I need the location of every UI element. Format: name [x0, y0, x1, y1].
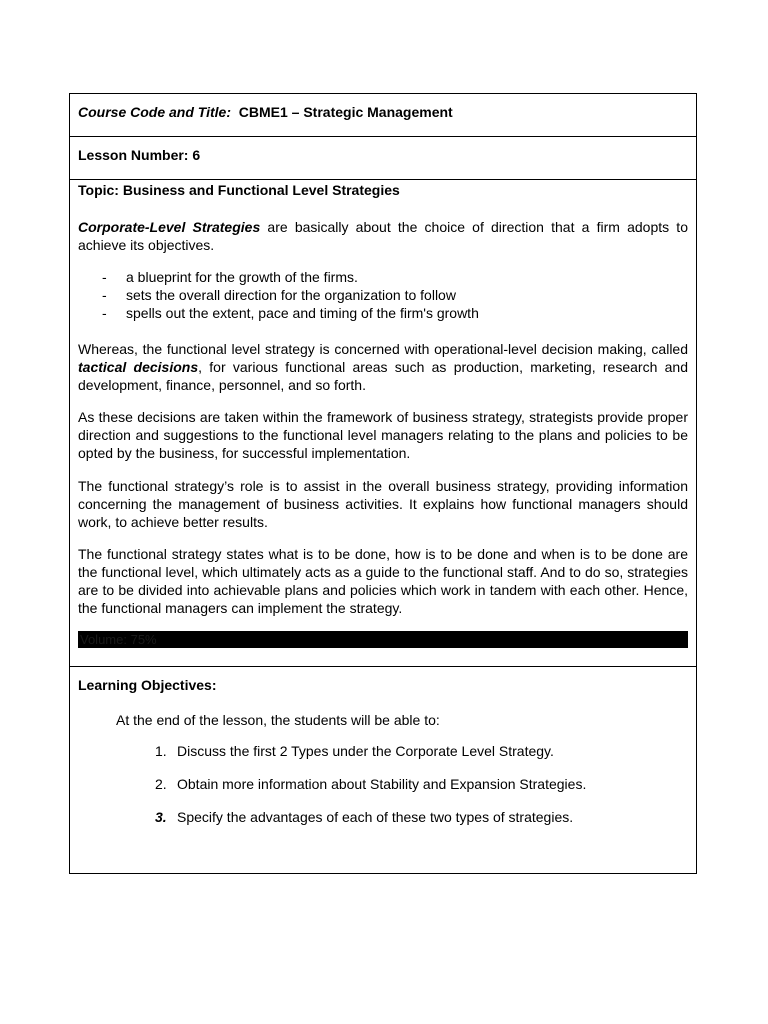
course-title-line	[78, 103, 688, 121]
objectives-list	[155, 742, 586, 841]
list-item: 2. Obtain more information about Stability and Expansion Strategies.	[155, 776, 587, 792]
corporate-strategy-bullets	[102, 268, 688, 322]
lesson-number-line	[78, 146, 688, 164]
corporate-strategy-text: are basically about the choice of direction that a firm adopts to achieve its objectives.	[78, 219, 688, 253]
item-number: 2.	[155, 776, 167, 792]
course-value: CBME1 – Strategic Management	[238, 104, 453, 120]
list-item: - a blueprint for the growth of the firms.	[102, 269, 358, 285]
redaction-bar: Volume: 75%	[78, 631, 688, 648]
business-framework-paragraph: As these decisions are taken within the framework of business strategy, strategists provide proper direction and suggestions to the functional level managers relating to the plans and policies to be opted by the business, for successful implementation.	[78, 409, 688, 461]
course-label: Course Code and Title:	[78, 104, 231, 120]
list-item: 3. Specify the advantages of each of these two types of strategies.	[155, 809, 574, 825]
bullet-marker: -	[102, 305, 107, 321]
topic-title: Topic: Business and Functional Level Strategies	[78, 182, 400, 198]
corporate-strategy-paragraph	[78, 218, 688, 254]
list-item: 1. Discuss the first 2 Types under the Corporate Level Strategy.	[155, 743, 554, 759]
bullet-marker: -	[102, 269, 107, 285]
objectives-title: Learning Objectives:	[78, 677, 217, 693]
item-number: 3.	[155, 809, 167, 825]
objectives-intro: At the end of the lesson, the students will be able to:	[116, 712, 440, 728]
bullet-marker: -	[102, 287, 107, 303]
corporate-strategy-term: Corporate-Level Strategies	[78, 219, 261, 235]
list-item: - sets the overall direction for the organization to follow	[102, 287, 456, 303]
item-number: 1.	[155, 743, 167, 759]
functional-states-paragraph: The functional strategy states what is to be done, how is to be done and when is to be done are the functional level, which ultimately acts as a guide to the functional staff. And to do so, strategies are to be divided into achievable plans and policies which work in tandem with each other. Hence, the functional managers can implement the strategy.	[78, 546, 688, 616]
tactical-decisions-term: tactical decisions	[78, 359, 199, 375]
functional-strategy-paragraph: Whereas, the functional level strategy is concerned with operational-level decision making, called tactical decisions, for various functional areas such as production, marketing, research and development, finance, personnel, and so forth.	[78, 341, 688, 393]
lesson-label: Lesson Number:	[78, 147, 189, 163]
lesson-value: 6	[192, 147, 201, 163]
lesson-table	[69, 93, 697, 874]
list-item: - spells out the extent, pace and timing of the firm's growth	[102, 305, 479, 321]
functional-role-paragraph: The functional strategy’s role is to assist in the overall business strategy, providing information concerning the management of business activities. It explains how functional managers should work, to achieve better results.	[78, 478, 688, 530]
